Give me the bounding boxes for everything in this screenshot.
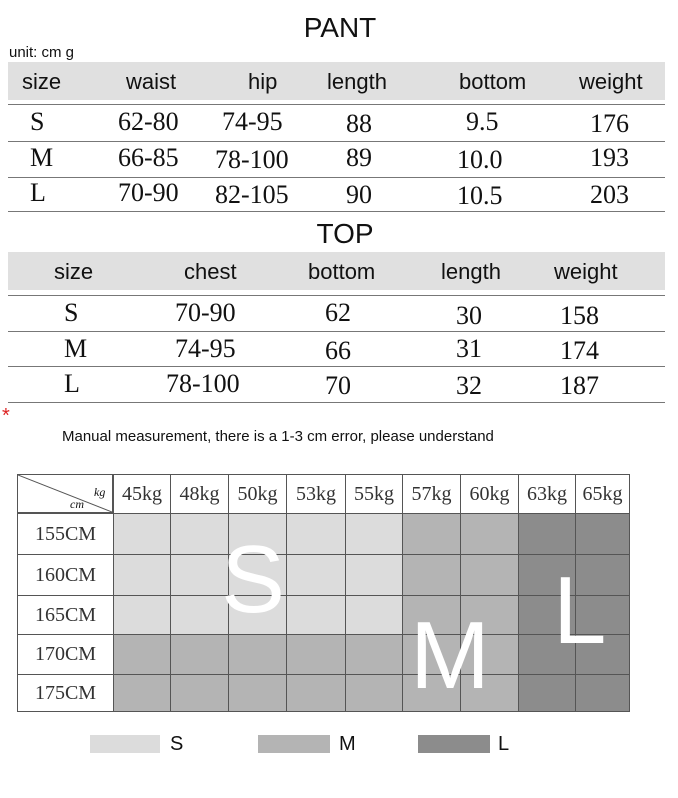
pant-header-hip: hip <box>248 69 278 94</box>
corner-cm-label: cm <box>70 497 84 511</box>
top-cell: 187 <box>560 371 599 400</box>
size-cell-l <box>518 674 576 712</box>
size-cell-m <box>228 634 287 675</box>
pant-header-waist: waist <box>126 69 177 94</box>
pant-cell: 10.0 <box>457 145 503 174</box>
weight-header-cell: 63kg <box>518 474 576 514</box>
pant-header-bottom: bottom <box>459 69 527 94</box>
size-cell-m <box>402 554 461 596</box>
size-cell-l <box>575 513 630 555</box>
unit-label: unit: cm g <box>9 44 75 61</box>
corner-kg-label: kg <box>94 485 106 499</box>
size-overlay-l: L <box>553 557 607 664</box>
pant-cell: 90 <box>346 180 372 209</box>
pant-cell: 82-105 <box>215 180 289 209</box>
top-header-weight: weight <box>554 259 618 284</box>
top-cell: S <box>64 298 79 327</box>
pant-cell: 88 <box>346 109 372 138</box>
pant-cell: 66-85 <box>118 143 179 172</box>
legend-swatch-m <box>258 735 330 753</box>
height-header-cell: 155CM <box>17 513 114 555</box>
size-cell-s <box>345 595 403 635</box>
size-cell-s <box>113 554 171 596</box>
top-cell: 66 <box>325 336 351 365</box>
top-cell: M <box>64 334 88 363</box>
weight-header-cell: 57kg <box>402 474 461 514</box>
top-cell: L <box>64 369 80 398</box>
grid-corner-cell <box>17 474 113 513</box>
pant-cell: 74-95 <box>222 107 283 136</box>
top-cell: 31 <box>456 334 482 363</box>
weight-header-cell: 45kg <box>113 474 171 514</box>
weight-header-cell: 53kg <box>286 474 346 514</box>
weight-header-cell: 65kg <box>575 474 630 514</box>
top-cell: 74-95 <box>175 334 236 363</box>
height-header-cell: 175CM <box>17 674 114 712</box>
top-cell: 62 <box>325 298 351 327</box>
size-cell-s <box>113 595 171 635</box>
weight-header-cell: 48kg <box>170 474 229 514</box>
size-cell-l <box>575 674 630 712</box>
pant-cell: 70-90 <box>118 178 179 207</box>
pant-cell: S <box>30 107 45 136</box>
height-header-cell: 165CM <box>17 595 114 635</box>
pant-cell: M <box>30 143 54 172</box>
size-cell-m <box>460 513 519 555</box>
pant-cell: 78-100 <box>215 145 289 174</box>
top-header-length: length <box>441 259 501 284</box>
top-title: TOP <box>316 218 374 249</box>
top-cell: 70 <box>325 371 351 400</box>
pant-cell: 62-80 <box>118 107 179 136</box>
size-cell-m <box>460 554 519 596</box>
pant-cell: 193 <box>590 143 629 172</box>
weight-header-cell: 55kg <box>345 474 403 514</box>
pant-cell: 9.5 <box>466 107 499 136</box>
pant-cell: 10.5 <box>457 181 503 210</box>
size-cell-s <box>286 595 346 635</box>
size-cell-m <box>402 513 461 555</box>
top-header-bottom: bottom <box>308 259 376 284</box>
top-header-chest: chest <box>184 259 237 284</box>
size-cell-l <box>518 513 576 555</box>
top-cell: 78-100 <box>166 369 240 398</box>
weight-header-cell: 60kg <box>460 474 519 514</box>
size-cell-m <box>113 634 171 675</box>
height-header-cell: 170CM <box>17 634 114 675</box>
size-cell-s <box>286 554 346 596</box>
top-cell: 158 <box>560 301 599 330</box>
pant-cell: 89 <box>346 143 372 172</box>
size-cell-m <box>286 674 346 712</box>
legend-label-m: M <box>339 733 356 755</box>
size-cell-m <box>345 634 403 675</box>
pant-cell: 203 <box>590 180 629 209</box>
size-cell-m <box>345 674 403 712</box>
size-cell-s <box>113 513 171 555</box>
measurement-note: Manual measurement, there is a 1-3 cm error, please understand <box>62 428 494 445</box>
top-cell: 70-90 <box>175 298 236 327</box>
size-cell-s <box>345 513 403 555</box>
pant-title: PANT <box>303 12 377 43</box>
pant-cell: 176 <box>590 109 629 138</box>
pant-header-length: length <box>327 69 387 94</box>
size-cell-m <box>286 634 346 675</box>
legend-label-s: S <box>170 733 184 755</box>
size-cell-m <box>113 674 171 712</box>
legend-swatch-s <box>90 735 160 753</box>
pant-cell: L <box>30 178 46 207</box>
weight-header-cell: 50kg <box>228 474 287 514</box>
top-header-size: size <box>54 259 94 284</box>
legend-swatch-l <box>418 735 490 753</box>
size-overlay-s: S <box>221 526 286 633</box>
pant-header-weight: weight <box>579 69 643 94</box>
size-cell-m <box>170 674 229 712</box>
asterisk-mark: * <box>2 405 10 427</box>
size-cell-m <box>170 634 229 675</box>
size-cell-m <box>228 674 287 712</box>
height-header-cell: 160CM <box>17 554 114 596</box>
top-cell: 174 <box>560 336 599 365</box>
size-overlay-m: M <box>410 602 490 709</box>
pant-header-size: size <box>22 69 62 94</box>
top-cell: 32 <box>456 371 482 400</box>
top-cell: 30 <box>456 301 482 330</box>
size-cell-s <box>286 513 346 555</box>
legend-label-l: L <box>498 733 510 755</box>
size-cell-s <box>345 554 403 596</box>
